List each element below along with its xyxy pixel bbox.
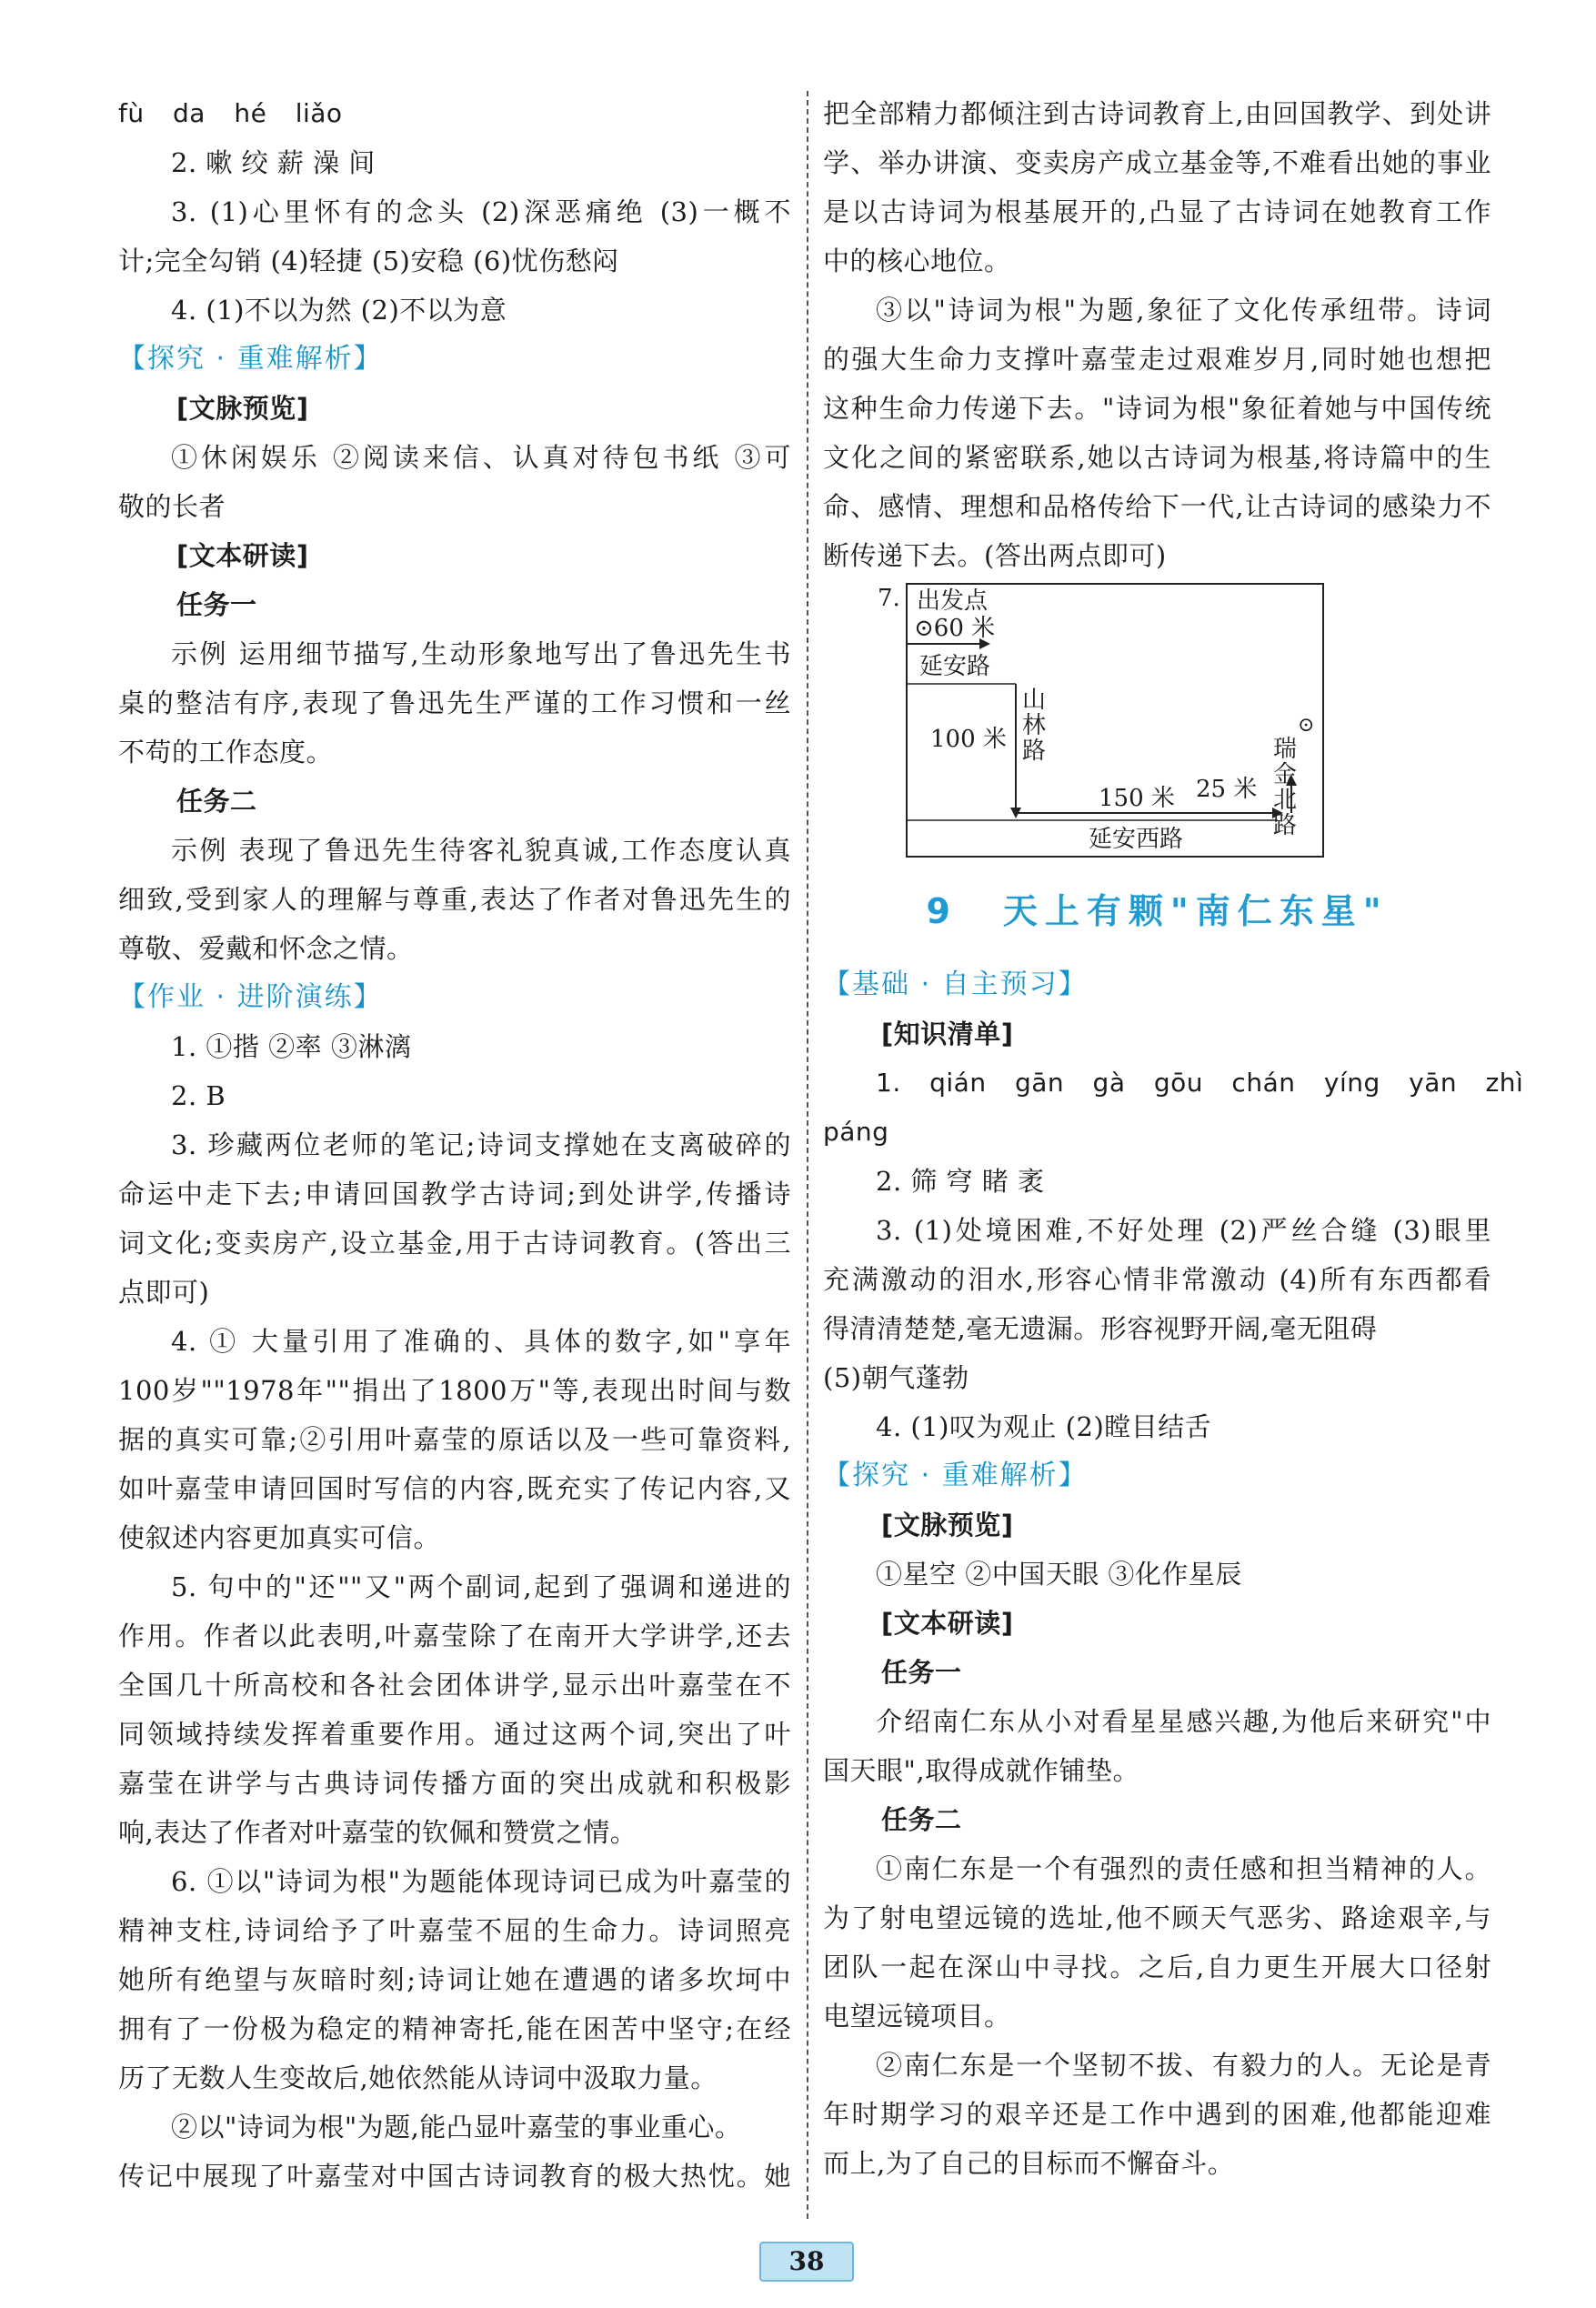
pinyin-line: fù da hé liǎo (118, 98, 343, 128)
text-line: 3. 珍藏两位老师的笔记;诗词支撑她在支离破碎的 (171, 1129, 791, 1160)
page-number: 38 (759, 2242, 854, 2282)
text-line: 团队一起在深山中寻找。之后,自力更生开展大口径射 (823, 1952, 1491, 1982)
road-label: 延安西路 (1089, 826, 1184, 853)
subsection-label: [文本研读] (881, 1608, 1014, 1639)
text-line: 电望远镜项目。 (823, 2001, 1011, 2032)
text-line: 2. 嗽 绞 薪 澡 间 (171, 147, 376, 178)
text-line: 敬的长者 (118, 491, 226, 522)
distance-label: 150 米 (1099, 785, 1175, 812)
task-label: 任务二 (176, 786, 257, 817)
text-line: 词文化;变卖房产,设立基金,用于古诗词教育。(答出三 (118, 1228, 791, 1259)
subsection-label: [文脉预览] (881, 1510, 1014, 1540)
section-heading: 【基础 · 自主预习】 (823, 968, 1088, 1000)
text-line: 桌的整洁有序,表现了鲁迅先生严谨的工作习惯和一丝 (118, 687, 791, 718)
road-label: 延安路 (919, 653, 991, 680)
text-line: 2. 筛 穹 睹 袤 (876, 1166, 1045, 1197)
text-line: 而上,为了自己的目标而不懈奋斗。 (823, 2148, 1235, 2179)
text-line: 4. (1)不以为然 (2)不以为意 (171, 295, 507, 326)
text-line: 的强大生命力支撑叶嘉莹走过艰难岁月,同时她也想把 (823, 344, 1491, 375)
text-line: 断传递下去。(答出两点即可) (823, 540, 1167, 571)
text-line: 4. ① 大量引用了准确的、具体的数字,如"享年 (171, 1326, 791, 1357)
text-line: (5)朝气蓬勃 (823, 1362, 969, 1393)
text-line: ①南仁东是一个有强烈的责任感和担当精神的人。 (876, 1853, 1491, 1884)
text-line: 是以古诗词为根基展开的,凸显了古诗词在她教育工作 (823, 196, 1491, 227)
road-label: 山林路 (1021, 687, 1046, 765)
road-label: 瑞金北路 (1272, 736, 1297, 839)
text-line: 命、感情、理想和品格传给下一代,让古诗词的感染力不 (823, 491, 1491, 522)
text-line: 据的真实可靠;②引用叶嘉莹的原话以及一些可靠资料, (118, 1424, 791, 1455)
text-line: 介绍南仁东从小对看星星感兴趣,为他后来研究"中 (876, 1706, 1491, 1737)
right-column (823, 89, 1524, 2188)
text-line: 3. (1)处境困难,不好处理 (2)严丝合缝 (3)眼里 (876, 1215, 1491, 1246)
text-line: 得清清楚楚,毫无遗漏。形容视野开阔,毫无阻碍 (823, 1313, 1378, 1344)
text-line: 为了射电望远镜的选址,他不顾天气恶劣、路途艰辛,与 (823, 1902, 1491, 1933)
section-heading: 【探究 · 重难解析】 (118, 343, 383, 375)
text-line: 不苟的工作态度。 (118, 737, 334, 768)
text-line: 中的核心地位。 (823, 246, 1011, 276)
text-line: 如叶嘉莹申请回国时写信的内容,既充实了传记内容,又 (118, 1473, 791, 1504)
text-line: 国天眼",取得成就作铺垫。 (823, 1755, 1140, 1786)
subsection-label: [文本研读] (176, 540, 309, 571)
text-line: 她所有绝望与灰暗时刻;诗词让她在遭遇的诸多坎坷中 (118, 1964, 791, 1995)
text-line: 精神支柱,诗词给予了叶嘉莹不屈的生命力。诗词照亮 (118, 1915, 791, 1946)
text-line: 2. B (171, 1080, 226, 1111)
text-line: 计;完全勾销 (4)轻捷 (5)安稳 (6)忧伤愁闷 (118, 246, 619, 276)
pinyin-line: 1. qián gān gà gōu chán yíng yān zhì (876, 1068, 1524, 1098)
distance-label: ⊙60 米 (914, 615, 996, 642)
text-line: 点即可) (118, 1277, 210, 1308)
diagram-label: 7. (878, 585, 900, 612)
subsection-label: [文脉预览] (176, 393, 309, 424)
task-label: 任务二 (881, 1804, 962, 1835)
text-line: 100岁""1978年""捐出了1800万"等,表现出时间与数 (118, 1375, 791, 1406)
text-line: 示例 运用细节描写,生动形象地写出了鲁迅先生书 (171, 638, 791, 669)
text-line: 响,表达了作者对叶嘉莹的钦佩和赞赏之情。 (118, 1817, 637, 1848)
text-line: ③以"诗词为根"为题,象征了文化传承纽带。诗词 (876, 295, 1491, 326)
text-line: 作用。作者以此表明,叶嘉莹除了在南开大学讲学,还去 (118, 1621, 791, 1651)
section-heading: 【作业 · 进阶演练】 (118, 981, 383, 1013)
column-divider (807, 91, 808, 2219)
text-line: 尊敬、爱戴和怀念之情。 (118, 933, 414, 964)
subsection-label: [知识清单] (881, 1019, 1014, 1049)
lesson-title (823, 862, 1491, 960)
text-line: 全国几十所高校和各社会团体讲学,显示出叶嘉莹在不 (118, 1670, 791, 1701)
text-line: 学、举办讲演、变卖房产成立基金等,不难看出她的事业 (823, 147, 1491, 178)
section-heading: 【探究 · 重难解析】 (823, 1460, 1088, 1491)
end-point-marker-icon: ⊙ (1298, 714, 1315, 737)
text-line: 历了无数人生变故后,她依然能从诗词中汲取力量。 (118, 2062, 718, 2093)
text-line: 命运中走下去;申请回国教学古诗词;到处讲学,传播诗 (118, 1179, 791, 1209)
text-line: 5. 句中的"还""又"两个副词,起到了强调和递进的 (171, 1571, 791, 1602)
text-line: 把全部精力都倾注到古诗词教育上,由回国教学、到处讲 (823, 98, 1491, 129)
lesson-title-text: 天上有颗"南仁东星" (1002, 891, 1389, 931)
text-line: ①休闲娱乐 ②阅读来信、认真对待包书纸 ③可 (171, 442, 791, 473)
start-point-label: 出发点 (917, 587, 989, 615)
text-line: 同领域持续发挥着重要作用。通过这两个词,突出了叶 (118, 1719, 791, 1750)
text-line: 使叙述内容更加真实可信。 (118, 1522, 441, 1553)
text-line: 6. ①以"诗词为根"为题能体现诗词已成为叶嘉莹的 (171, 1866, 791, 1897)
distance-label: 25 米 (1196, 776, 1258, 803)
text-line: 拥有了一份极为稳定的精神寄托,能在困苦中坚守;在经 (118, 2013, 791, 2044)
route-map-diagram (823, 580, 1491, 862)
left-column (118, 89, 791, 2201)
pinyin-line: páng (823, 1117, 889, 1147)
text-line: ①星空 ②中国天眼 ③化作星辰 (876, 1559, 1242, 1590)
text-line: 1. ①揩 ②率 ③淋漓 (171, 1031, 412, 1062)
text-line: 示例 表现了鲁迅先生待客礼貌真诚,工作态度认真 (171, 835, 791, 866)
text-line: ②南仁东是一个坚韧不拔、有毅力的人。无论是青 (876, 2050, 1491, 2081)
distance-label: 100 米 (930, 726, 1007, 753)
text-line: 3. (1)心里怀有的念头 (2)深恶痛绝 (3)一概不 (171, 196, 791, 227)
text-line: 充满激动的泪水,形容心情非常激动 (4)所有东西都看 (823, 1264, 1491, 1295)
text-line: 嘉莹在讲学与古典诗词传播方面的突出成就和积极影 (118, 1768, 791, 1799)
text-line: ②以"诗词为根"为题,能凸显叶嘉莹的事业重心。 (171, 2112, 742, 2142)
task-label: 任务一 (176, 589, 257, 620)
text-line: 文化之间的紧密联系,她以古诗词为根基,将诗篇中的生 (823, 442, 1491, 473)
text-line: 年时期学习的艰辛还是工作中遇到的困难,他都能迎难 (823, 2099, 1491, 2130)
text-line: 这种生命力传递下去。"诗词为根"象征着她与中国传统 (823, 393, 1491, 424)
text-line: 4. (1)叹为观止 (2)瞠目结舌 (876, 1411, 1212, 1442)
text-line: 传记中展现了叶嘉莹对中国古诗词教育的极大热忱。她 (118, 2161, 791, 2192)
lesson-number: 9 (926, 891, 958, 931)
task-label: 任务一 (881, 1657, 962, 1688)
text-line: 细致,受到家人的理解与尊重,表达了作者对鲁迅先生的 (118, 884, 791, 915)
